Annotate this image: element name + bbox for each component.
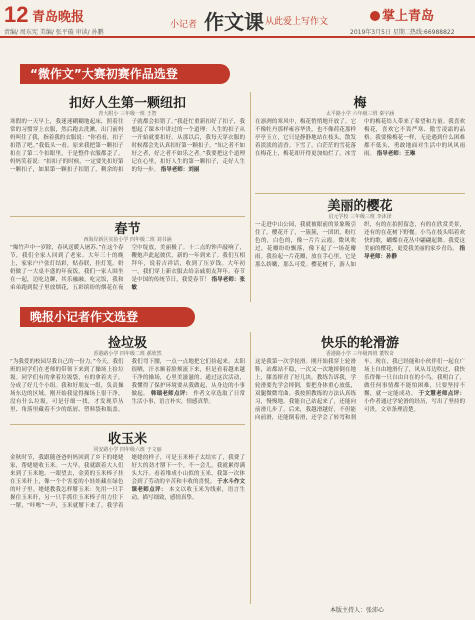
editor-credits: 责编/ 周东宪 美编/ 张平璇 审读/ 孙鹏 xyxy=(4,29,104,36)
logo-icon xyxy=(370,11,380,21)
article-body: 在凛冽的寒风中，梅花悄悄地开放了。它不像牡丹那样雍容华贵，也不像荷花那样亭亭玉立，它只是静静地站在枝头，散发着淡淡的清香。下雪了，白茫茫的雪花落在梅花上，梅花却开得更加灿烂了。冰雪中的梅花给人带来了希望和力量。我喜欢梅花，喜欢它不畏严寒、傲雪凌霜的品格。我要像梅花一样，无论遇到什么困难都不低头，勇敢地面对生活中的风风雨雨。 指导老师：王琳 xyxy=(255,119,465,157)
article-author: 启元学校 三年级三班 李沐泽 xyxy=(328,214,392,220)
article-title: 捡垃圾 xyxy=(107,336,147,351)
page-number: 12 xyxy=(4,2,29,27)
article-author: 太平路小学 六年级三班 秦宇涵 xyxy=(325,111,395,117)
section-banner-contest: “微作文”大赛初赛作品选登 xyxy=(20,64,230,84)
article-title: 快乐的轮滑游 xyxy=(320,336,399,351)
article-body: 一走进中山公园，我就被眼前的景象吸引住了。樱花开了，一簇簇，一团团，粉红色的，白色的，像一片片云霞。微风吹过，花瓣纷纷飘落，像下起了一场花瓣雨。我捡起一片花瓣，放在手心里，它是那么娇嫩，那么可爱。樱花树下，游人如织，有的在拍照留念，有的在欣赏美景，还有的在花树下野餐。小鸟在枝头唱着欢快的歌，蝴蝶在花丛中翩翩起舞。我爱这美丽的樱花，更爱我美丽的家乡青岛。 指导老师：孙静 xyxy=(255,222,465,268)
article-author: 西海岸新区实验小学 四年级二班 刘书涵 xyxy=(83,237,172,243)
article-body: 这是我第一次学轮滑。刚开始我穿上轮滑鞋，站都站不稳，一次又一次地摔倒在地上，膝盖摔青了好几块。教练告诉我，学轮滑要先学会摔倒，要把身体重心放低，双腿微微弯曲。我按照教练的方法认真练习，慢慢地，我能自己站起来了，还能向前滑几步了。后来，我越滑越好，不但能向前滑，还能倒着滑，还学会了转弯和刹车。现在，我已经能和小伙伴们一起在广场上自由地滑行了，风从耳边吹过，我快乐得像一只自由自在的小鸟。我明白了，做任何事情都不能怕困难，只要坚持不懈，就一定能成功。 于文慧老师点评： 小作者通过学轮滑的经历，写出了坚持的可贵，文章条理清楚。 xyxy=(255,359,465,421)
article-body: “为我爱的校园尽我自己的一份力。”今天，我们班的同学们在老师的带领下来到了操场上捡垃圾。同学们有的拿着垃圾袋，有的拿着夹子，分成了好几个小组。我和好朋友一组，负责操场东边的区域。刚开始我觉得操场上很干净，没有什么垃圾，可是仔细一找，才发现草丛里、角落里藏着不少的纸屑、塑料袋和瓶盖。我们弯下腰，一点一点地把它们捡起来。太阳很晒，汗水顺着脸颊流下来，但是看着越来越干净的操场，心里美滋滋的。通过这次活动，我懂得了保护环境要从我做起，从身边的小事做起。 韩瑞老师点评： 作者文章选取了日常生活小事，语言朴实，情感真挚。 xyxy=(10,359,245,413)
article-title: 扣好人生第一颗纽扣 xyxy=(68,96,186,111)
divider xyxy=(10,424,245,425)
divider xyxy=(255,193,465,194)
article-body: “爆竹声中一岁除，春风送暖入屠苏。”在这个春节，我们全家人回到了老家。大年三十的晚上，家家户户张灯结彩，贴春联，挂灯笼。奶奶做了一大桌丰盛的年夜饭，我们一家人围坐在一起，边吃边聊，其乐融融。吃完饭，我和弟弟跑到院子里放烟花，五彩缤纷的烟花在夜空中绽放，美丽极了。十二点的钟声敲响了，鞭炮声此起彼伏，新的一年到来了。我们互相拜年，说着吉祥话，收到了压岁钱。大年初一，我们穿上新衣服去给亲戚朋友拜年。春节是中国的传统节日，我爱春节！ 指导老师：张敏 xyxy=(10,245,245,291)
column-divider xyxy=(250,92,251,302)
article-author: 同安路小学 四年级六班 于文丽 xyxy=(93,447,162,453)
page-header xyxy=(0,0,475,38)
column-slogan: 从此爱上写作文 xyxy=(265,17,329,27)
divider xyxy=(10,216,245,217)
page-editor-footer: 本版主持人：张沛心 xyxy=(330,607,385,614)
article-author: 香港路小学 四年级二班 郝欣然 xyxy=(93,351,162,357)
column-title xyxy=(170,6,264,35)
column-title-text: 作文课 xyxy=(203,10,264,34)
paper-name: 青岛晚报 xyxy=(32,10,85,25)
article-title: 收玉米 xyxy=(107,432,147,447)
issue-date: 2019年3月5日 星期二 xyxy=(350,29,411,36)
article-author: 香港路小学 三年级四班 董牧奇 xyxy=(325,351,395,357)
article-title: 春节 xyxy=(114,222,141,237)
app-logo: 掌上青岛 xyxy=(370,5,434,24)
hotline: 热线:66988822 xyxy=(410,29,455,36)
article-body: 金秋时节，我跟随爸爸妈妈回到了乡下的姥姥家，帮姥姥收玉米。一大早，我就跟着大人们来到了玉米地。一眼望去，金黄的玉米棒子挂在玉米秆上，像一个个害羞的小娃娃藏在绿色的叶子里。姥姥教我怎样掰玉米：先用一只手握住玉米秆，另一只手抓住玉米棒子用力往下一掰，“咔嚓”一声，玉米就掰下来了。我学着姥姥的样子，可是玉米棒子太结实了，我费了好大的劲才掰下一个。不一会儿，我就累得满头大汗。看着堆成小山似的玉米，我第一次体会到了劳动的辛苦和丰收的喜悦。 于水斗作文课老师点评： 本文以收玉米为线索，语言生动，描写细致，感情真挚。 xyxy=(10,455,245,509)
article-body: 寒假的一天早上，我迷迷糊糊地起床，照着往常的习惯穿上衣服，然后跑去洗漱。出门前妈妈叫住了我，指着我的衣服说：“你看看，扣子扣错了吧。”我低头一看，原来我把第一颗扣子扣在了第二个扣眼里，于是整件衣服都歪了。妈妈笑着说：“扣扣子的时候，一定要先扣好第一颗扣子，如果第一颗扣子扣错了，剩余的扣子就都会扣错了。”我赶忙重新扣好了扣子，我想起了课本中讲过的一个道理：人生的扣子从一开始就要扣好。从那以后，我每天穿衣服的时候都会先认真扣好第一颗扣子。“知之者不如好之者，好之者不如乐之者。”我要把这个道理记在心里，扣好人生的第一颗扣子，走好人生的每一步。 指导老师：刘丽 xyxy=(10,119,245,173)
column-divider xyxy=(250,332,251,604)
column-prefix: 小记者 xyxy=(170,20,198,30)
article-title: 美丽的樱花 xyxy=(327,199,393,214)
article-author: 青大附小 三年级一班 王智 xyxy=(98,111,157,117)
section-banner-reporter: 晚报小记者作文选登 xyxy=(20,307,195,327)
article-title: 梅 xyxy=(353,96,367,111)
